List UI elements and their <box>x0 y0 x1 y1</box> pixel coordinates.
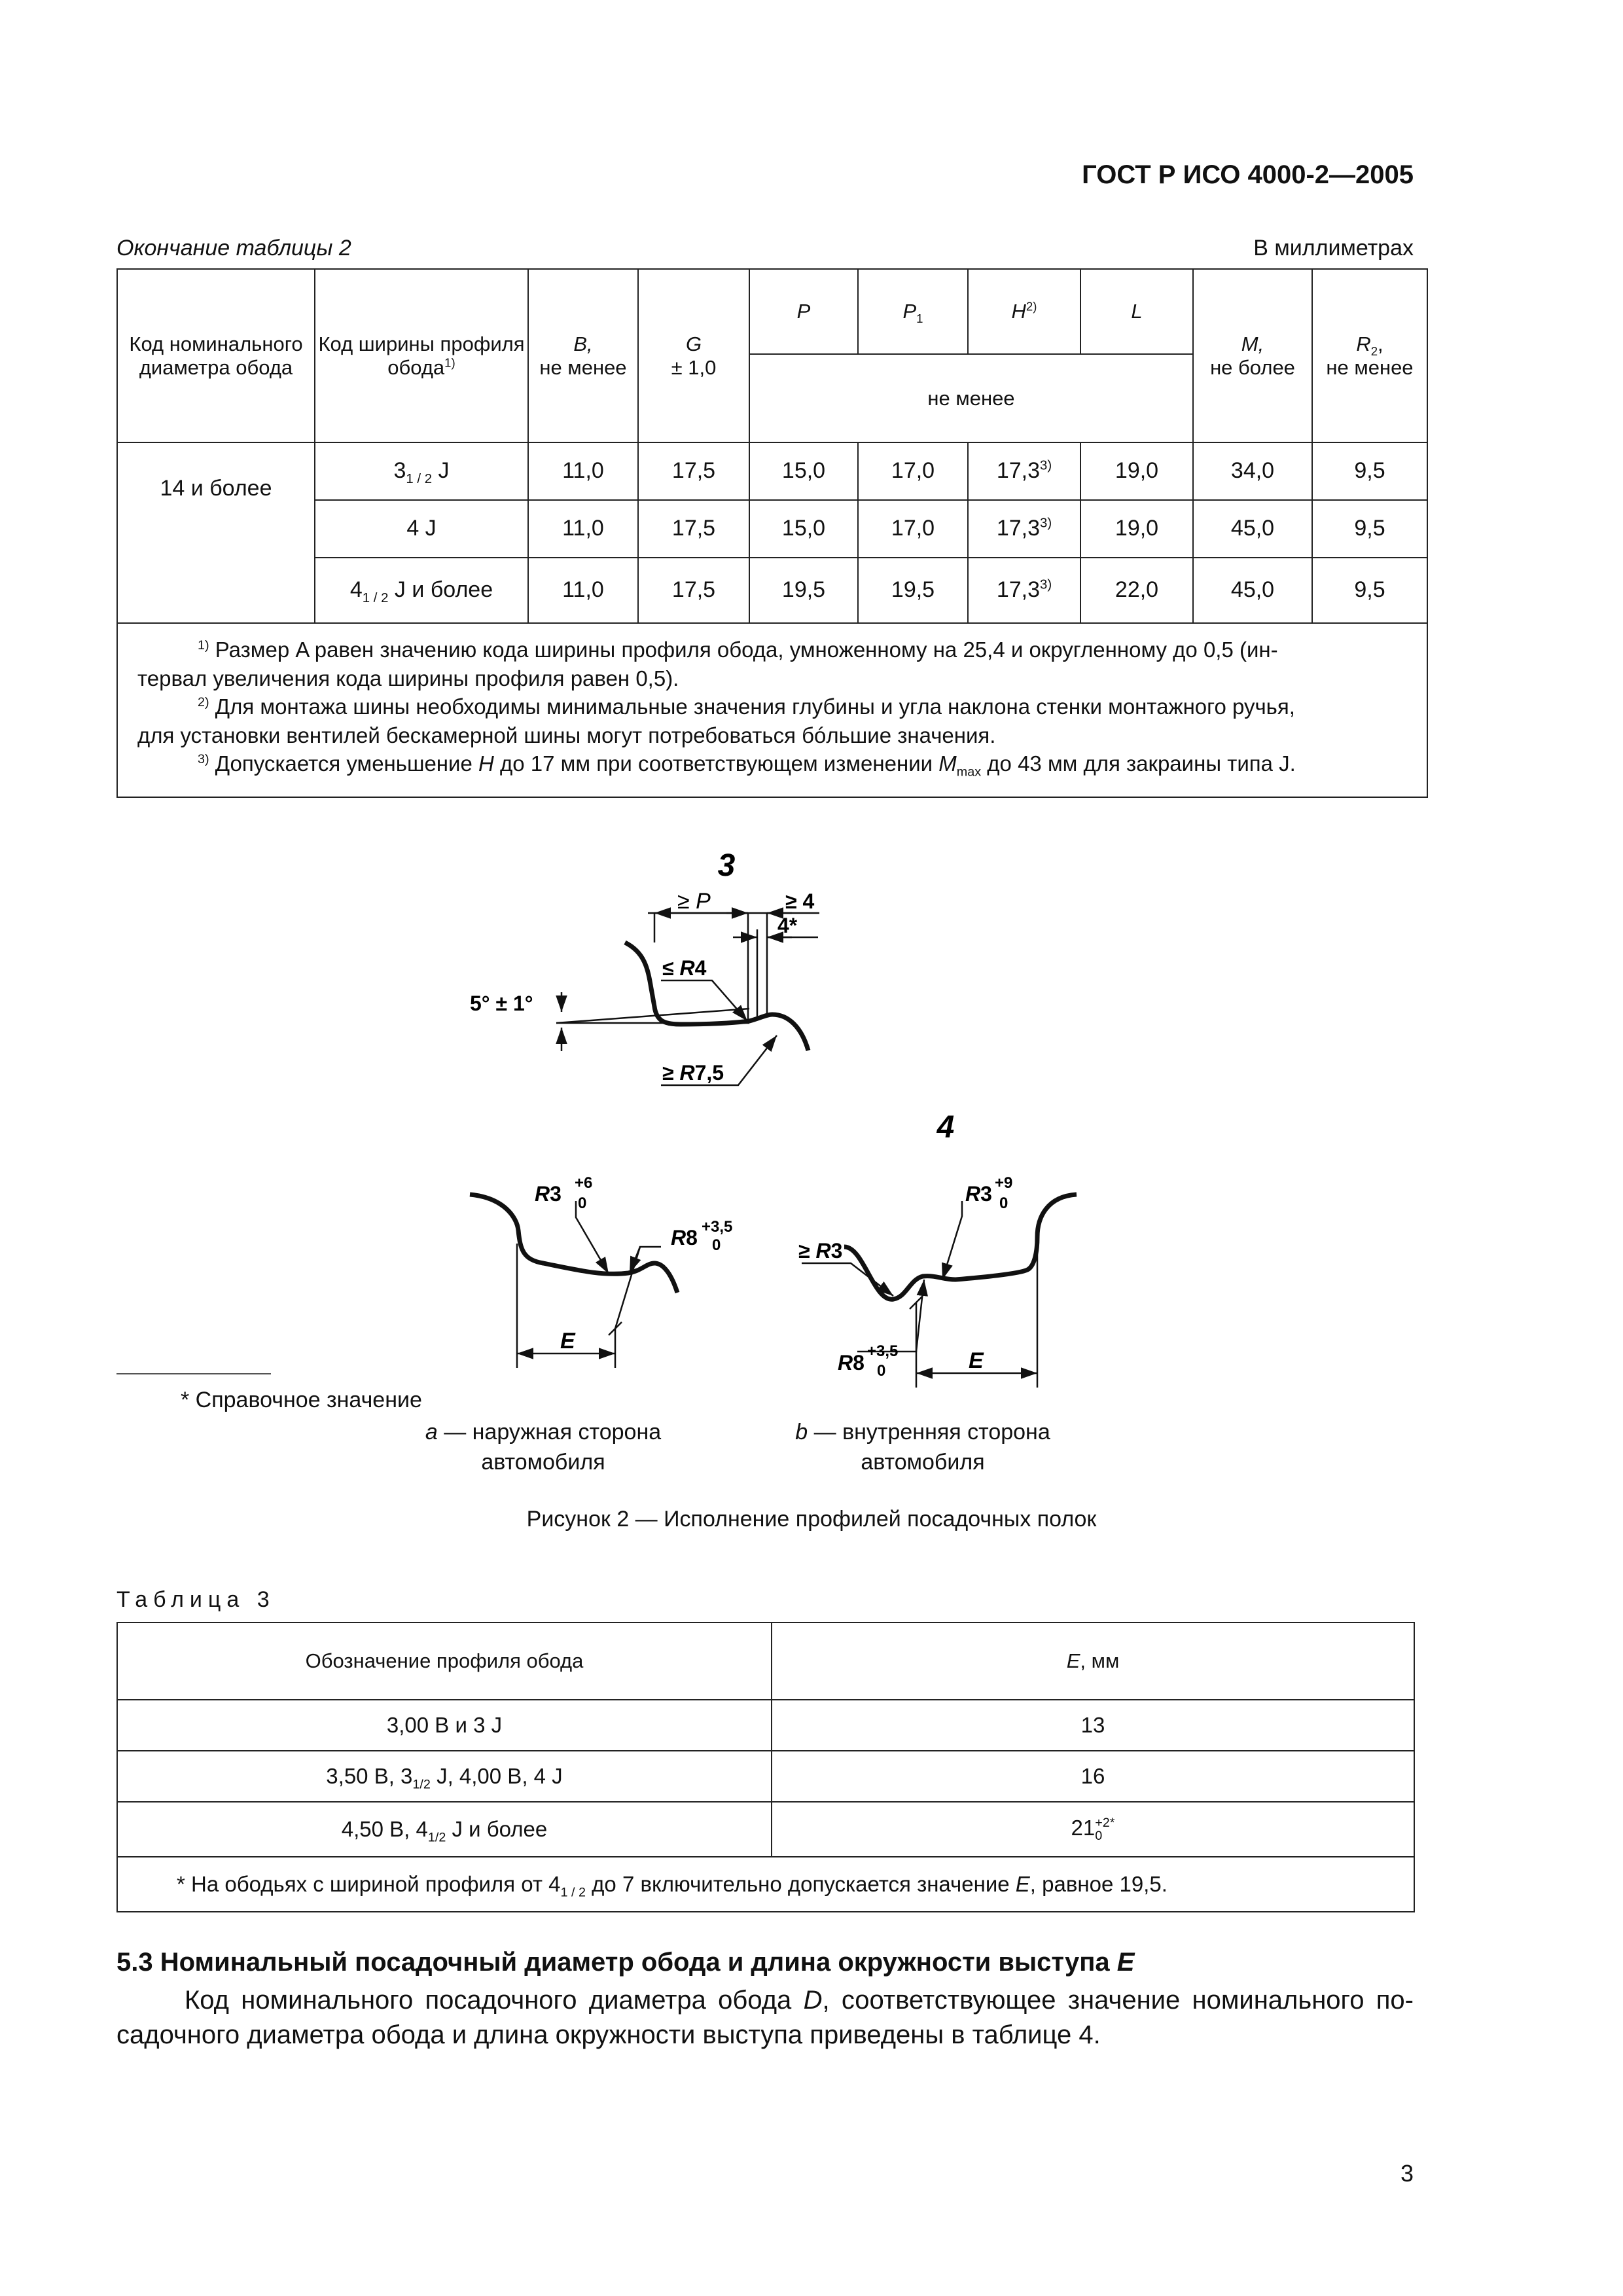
reference-footnote: * Справочное значение <box>181 1388 422 1412</box>
legend-side-a: a — наружная сторона автомобиля <box>425 1420 662 1475</box>
cell-l: 19,0 <box>1080 500 1193 558</box>
header-r2: $R_2$, не менее <box>1312 269 1427 442</box>
radius-r3-b-upper: +9 <box>995 1174 1013 1192</box>
table-continuation-title: Окончание таблицы 2 <box>116 236 351 260</box>
cell-r2: 9,5 <box>1312 442 1427 500</box>
header-b: B, не менее <box>528 269 638 442</box>
header-profile: Обозначение профиля обода <box>117 1623 772 1700</box>
figure-3-profile <box>556 913 819 1085</box>
header-diameter-code: Код номинального диаметра обода <box>117 269 315 442</box>
table-row: 3,00 B и 3 J <box>117 1700 772 1751</box>
cell-b: 11,0 <box>528 558 638 623</box>
header-m: M, не более <box>1193 269 1312 442</box>
radius-r8-b-lower: 0 <box>877 1362 886 1380</box>
radius-r8-a: R8 <box>671 1226 698 1249</box>
cell-p1: 17,0 <box>858 442 968 500</box>
dim-4ref-label: 4* <box>777 914 798 937</box>
table-3-title: Таблица 3 <box>116 1587 276 1612</box>
radius-r3-a-upper: +6 <box>575 1174 593 1192</box>
footnote-separator <box>116 1373 271 1374</box>
diameter-code-cell: 14 и более <box>117 442 315 623</box>
cell-b: 11,0 <box>528 500 638 558</box>
cell-g: 17,5 <box>638 500 749 558</box>
cell-p: 15,0 <box>749 442 858 500</box>
radius-r8-b-upper: +3,5 <box>867 1342 899 1360</box>
cell-r2: 9,5 <box>1312 500 1427 558</box>
header-width-code: Код ширины профиля обода$^{1)}$ <box>315 269 528 442</box>
cell-l: 22,0 <box>1080 558 1193 623</box>
standard-code: ГОСТ Р ИСО 4000-2—2005 <box>1082 160 1414 189</box>
cell-r2: 9,5 <box>1312 558 1427 623</box>
footnote-2: $^{2)}$ Для монтажа шины необходимы минимальные значения глубины и угла наклона стенки монтажного ручья, <box>198 694 1295 719</box>
units-label: В миллиметрах <box>1253 236 1414 260</box>
table-row: 3,50 B, $3_{1/2}$ J, 4,00 B, 4 J <box>117 1751 772 1802</box>
header-g: G ± 1,0 <box>638 269 749 442</box>
radius-r3-b-lower: 0 <box>999 1194 1008 1212</box>
radius-r3-b: R3 <box>965 1182 992 1206</box>
table-row: $3_{1 / 2}$ J <box>315 442 528 500</box>
cell-p1: 19,5 <box>858 558 968 623</box>
radius-r8-a-upper: +3,5 <box>702 1218 733 1236</box>
figure-caption: Рисунок 2 — Исполнение профилей посадочных полок <box>526 1507 1097 1532</box>
footnote-2-cont: для установки вентилей бескамерной шины могут потребоваться бóльшие значения. <box>137 723 996 747</box>
cell-g: 17,5 <box>638 558 749 623</box>
radius-r8-b: R8 <box>838 1351 865 1374</box>
header-p1: $P_1$ <box>858 269 968 354</box>
radius-ge-r3-b: ≥ R3 <box>798 1239 843 1263</box>
figure-3-label: 3 <box>717 848 736 883</box>
cell-e: 13 <box>772 1700 1414 1751</box>
radius-r75-label: ≥ R7,5 <box>662 1061 724 1085</box>
section-heading: 5.3 Номинальный посадочный диаметр обода и длина окружности выступа E <box>116 1948 1135 1977</box>
table-row: 4,50 B, $4_{1/2}$ J и более <box>117 1802 772 1857</box>
cell-e: 16 <box>772 1751 1414 1802</box>
dim-e-b: E <box>969 1348 984 1373</box>
table-3 <box>116 1622 1415 1912</box>
header-not-less: не менее <box>749 354 1193 442</box>
cell-p: 15,0 <box>749 500 858 558</box>
cell-b: 11,0 <box>528 442 638 500</box>
header-l: L <box>1080 269 1193 354</box>
table-3-footnote: * На ободьях с шириной профиля от $4_{1 / 2}$ до 7 включительно допускается значение E, равное 19,5. <box>117 1857 1414 1912</box>
angle-label: 5° ± 1° <box>470 992 533 1015</box>
header-e: E, мм <box>772 1623 1414 1700</box>
cell-e: 21 +2* 0 <box>772 1802 1414 1857</box>
table-row: $4_{1 / 2}$ J и более <box>315 558 528 623</box>
cell-g: 17,5 <box>638 442 749 500</box>
cell-p: 19,5 <box>749 558 858 623</box>
cell-p1: 17,0 <box>858 500 968 558</box>
cell-l: 19,0 <box>1080 442 1193 500</box>
radius-r8-a-lower: 0 <box>712 1236 721 1254</box>
dim-e-a: E <box>560 1329 575 1354</box>
footnote-1-cont: тервал увеличения кода ширины профиля равен 0,5). <box>137 666 679 691</box>
footnote-1: $^{1)}$ Размер A равен значению кода ширины профиля обода, умноженному на 25,4 и округленному до 0,5 (ин- <box>198 637 1278 662</box>
section-paragraph: Код номинального посадочного диаметра обода D, соответствующее значение номинального по-садочного диаметра обода и длина окружности выступа приведены в таблице 4. <box>116 1986 1414 2049</box>
radius-r3-a: R3 <box>535 1182 562 1206</box>
cell-m: 45,0 <box>1193 558 1312 623</box>
cell-h: 17,3$^{3)}$ <box>968 442 1080 500</box>
header-p: P <box>749 269 858 354</box>
legend-side-b: b — внутренняя сторона автомобиля <box>795 1420 1050 1475</box>
header-h: $H^{2)}$ <box>968 269 1080 354</box>
radius-r4-label: ≤ R4 <box>662 956 707 980</box>
dim-4min-label: ≥ 4 <box>785 889 815 913</box>
page-number: 3 <box>1400 2160 1414 2187</box>
figure-4-label: 4 <box>936 1110 955 1145</box>
table-row: 4 J <box>315 500 528 558</box>
cell-h: 17,3$^{3)}$ <box>968 500 1080 558</box>
radius-r3-a-lower: 0 <box>578 1194 587 1212</box>
dim-p-label: ≥ P <box>677 889 711 914</box>
footnote-3: $^{3)}$ Допускается уменьшение H до 17 мм при соответствующем изменении $M_{max}$ до 43 мм для закраины типа J. <box>198 751 1296 780</box>
cell-m: 45,0 <box>1193 500 1312 558</box>
cell-h: 17,3$^{3)}$ <box>968 558 1080 623</box>
cell-m: 34,0 <box>1193 442 1312 500</box>
